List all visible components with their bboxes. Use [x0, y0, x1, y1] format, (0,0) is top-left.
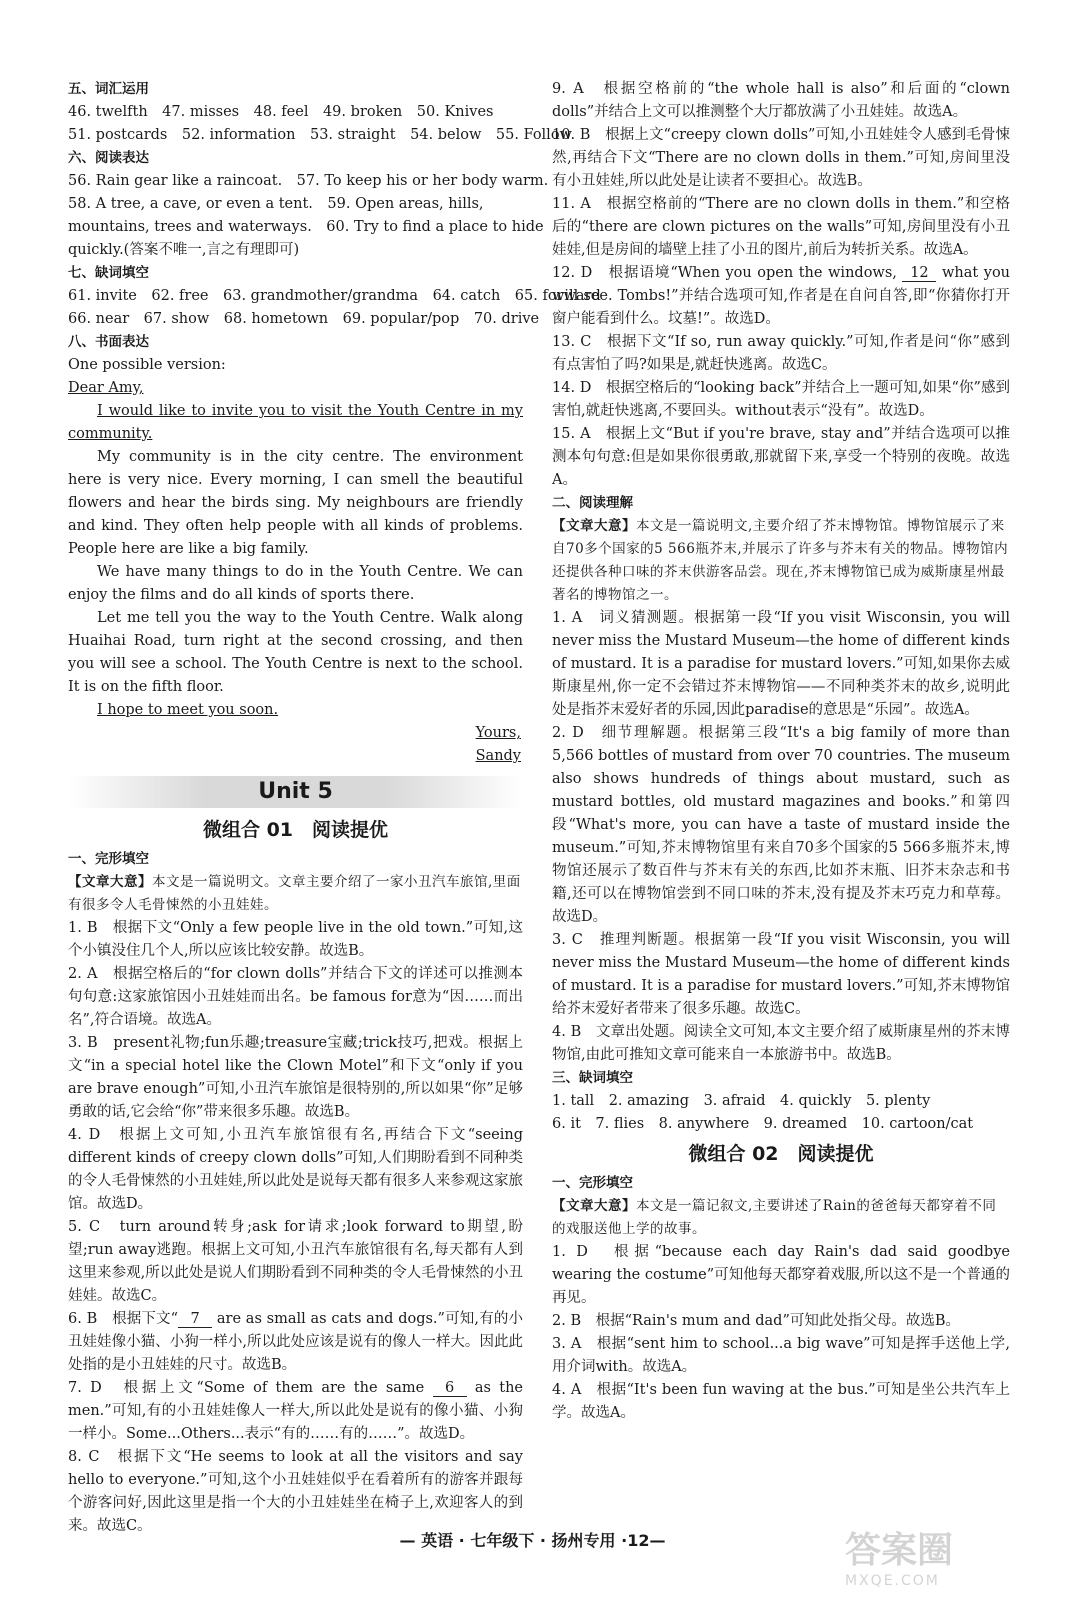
answer-item: 10. B 根据上文“creepy clown dolls”可知,小丑娃娃令人感到毛骨悚然,再结合下文“There are no clown dolls in them.”可知,房间里没有小丑娃娃,所以此处是让读者不要担心。故选B。: [552, 127, 1010, 189]
item-text: 6. B 根据下文“: [68, 1311, 179, 1327]
letter-paragraph: We have many things to do in the Youth Centre. We can enjoy the films and do all kinds of sports there.: [68, 564, 523, 603]
unit-title: Unit 5: [68, 776, 523, 808]
answer-item: 1. B 根据下文“Only a few people live in the old town.”可知,这个小镇没住几个人,所以应该比较安静。故选B。: [68, 920, 523, 959]
version-label: One possible version:: [68, 357, 226, 373]
answer-item: 14. D 根据空格后的“looking back”并结合上一题可知,如果“你”感到害怕,就赶快逃离,不要回头。without表示“没有”。故选D。: [552, 380, 1010, 419]
article-gist: [552, 1195, 1010, 1241]
answer-item: 13. C 根据下文“If so, run away quickly.”可知,作者是问“你”感到有点害怕了吗?如果是,就赶快逃离。故选C。: [552, 334, 1010, 373]
answer-item: 15. A 根据上文“But if you're brave, stay and”并结合选项可以推测本句句意:但是如果你很勇敢,那就留下来,享受一个特别的夜晚。故选A。: [552, 426, 1010, 488]
answer-item: [552, 262, 1010, 331]
section-heading: 一、完形填空: [68, 851, 149, 867]
answer-item: 3. B present礼物;fun乐趣;treasure宝藏;trick技巧,把戏。根据上文“in a special hotel like the Clown Motel”和下文“only if you are brave enough”可知,小丑汽车旅馆是很特别的,所以如果“你”足够勇敢的话,它会给“你”带来很多乐趣。故选B。: [68, 1035, 523, 1120]
answer-item: 3. A 根据“sent him to school...a big wave”可知是挥手送他上学,用介词with。故选A。: [552, 1336, 1010, 1375]
answer-item: 8. C 根据下文“He seems to look at all the visitors and say hello to everyone.”可知,这个小丑娃娃似乎在看着所有的游客并跟每个游客问好,因此这里是指一个大的小丑娃娃坐在椅子上,欢迎客人的到来。故选C。: [68, 1449, 523, 1534]
gist-label: 【文章大意】: [552, 518, 636, 534]
answer-line: 51. postcards 52. information 53. straight 54. below 55. Follow: [68, 127, 572, 143]
answer-item: 2. B 根据“Rain's mum and dad”可知此处指父母。故选B。: [552, 1313, 961, 1329]
answer-item: 4. B 文章出处题。阅读全文可知,本文主要介绍了威斯康星州的芥末博物馆,由此可推知文章可能来自一本旅游书中。故选B。: [552, 1024, 1010, 1063]
gist-text: 本文是一篇说明文。文章主要介绍了一家小丑汽车旅馆,里面有很多令人毛骨悚然的小丑娃娃。: [68, 874, 521, 913]
letter-paragraph: My community is in the city centre. The environment here is very nice. Every morning, I can smell the beautiful flowers and hear the birds sing. My neighbours are friendly and kind. They often help people with all kinds of problems. People here are like a big family.: [68, 449, 523, 557]
answer-line: 6. it 7. flies 8. anywhere 9. dreamed 10. cartoon/cat: [552, 1116, 974, 1132]
answer-line: 46. twelfth 47. misses 48. feel 49. broken 50. Knives: [68, 104, 494, 120]
letter-paragraph: I would like to invite you to visit the Youth Centre in my community.: [68, 403, 523, 442]
answer-item: 4. D 根据上文可知,小丑汽车旅馆很有名,再结合下文“seeing different kinds of creepy clown dolls”可知,人们期盼看到不同种类的令人毛骨悚然的小丑娃娃,所以此处是说每天都有很多人来参观这家旅馆。故选D。: [68, 1127, 523, 1212]
answer-item: 5. C turn around转身;ask for请求;look forward to期望,盼望;run away逃跑。根据上文可知,小丑汽车旅馆很有名,每天都有人到这里来参观,所以此处是说人们期盼看到不同种类的令人毛骨悚然的小丑娃娃。故选C。: [68, 1219, 523, 1304]
answer-item: 3. C 推理判断题。根据第一段“If you visit Wisconsin, you will never miss the Mustard Museum—the home of different kinds of mustard. It is a paradise for mustard lovers.”可知,芥末博物馆给芥末爱好者带来了很多乐趣。故选C。: [552, 932, 1010, 1017]
answer-line: 58. A tree, a cave, or even a tent. 59. Open areas, hills,: [68, 196, 484, 212]
right-column: [552, 78, 1010, 1425]
answer-line: 61. invite 62. free 63. grandmother/grandma 64. catch 65. forward: [68, 288, 601, 304]
watermark-title: 答案圈: [845, 1530, 954, 1571]
letter-salutation: Dear Amy,: [68, 380, 144, 396]
combo-title: 微组合 01 阅读提优: [202, 819, 389, 841]
answer-item: 9. A 根据空格前的“the whole hall is also”和后面的“clown dolls”并结合上文可以推测整个大厅都放满了小丑娃娃。故选A。: [552, 81, 1010, 120]
answer-item: [68, 1308, 523, 1377]
blank-number: 6: [433, 1380, 467, 1397]
page-footer: — 英语 · 七年级下 · 扬州专用 ·12—: [399, 1531, 666, 1550]
item-text: are as small as cats and dogs.”可知,有的小丑娃娃像小猫、小狗一样小,所以此处应该是说有的像人一样大。因此此处指的是小丑娃娃的尺寸。故选B。: [68, 1311, 523, 1373]
answer-line: 1. tall 2. amazing 3. afraid 4. quickly 5. plenty: [552, 1093, 931, 1109]
blank-number: 7: [178, 1311, 212, 1328]
answer-item: 2. A 根据空格后的“for clown dolls”并结合下文的详述可以推测本句句意:这家旅馆因小丑娃娃而出名。be famous for意为“因……而出名”,符合语境。故选A。: [68, 966, 523, 1028]
answer-item: 11. A 根据空格前的“There are no clown dolls in them.”和空格后的“there are clown pictures on the walls”可知,房间里没有小丑娃娃,但是房间的墙壁上挂了小丑的图片,前后为转折关系。故选A。: [552, 196, 1010, 258]
section-heading: 三、缺词填空: [552, 1070, 633, 1086]
gist-text: 本文是一篇说明文,主要介绍了芥末博物馆。博物馆展示了来自70多个国家的5 566瓶芥末,并展示了许多与芥末有关的物品。博物馆内还提供各种口味的芥末供游客品尝。现在,芥末博物馆已成为威斯康星州最著名的博物馆之一。: [552, 518, 1009, 603]
watermark-url: MXQE.COM: [845, 1573, 940, 1589]
answer-item: 1. D 根据“because each day Rain's dad said goodbye wearing the costume”可知他每天都穿着戏服,所以这不是一个普通的再见。: [552, 1244, 1010, 1306]
article-gist: [552, 515, 1010, 607]
answer-item: [68, 1377, 523, 1446]
letter-paragraph: I hope to meet you soon.: [97, 702, 279, 718]
answer-item: 1. A 词义猜测题。根据第一段“If you visit Wisconsin, you will never miss the Mustard Museum—the home of different kinds of mustard. It is a paradise for mustard lovers.”可知,如果你去威斯康星州,你一定不会错过芥末博物馆——不同种类芥末的故乡,说明此处是指芥末爱好者的乐园,因此paradise的意思是“乐园”。故选A。: [552, 610, 1010, 718]
answer-line: 66. near 67. show 68. hometown 69. popular/pop 70. drive: [68, 311, 540, 327]
combo-title: 微组合 02 阅读提优: [688, 1143, 874, 1165]
gist-label: 【文章大意】: [552, 1198, 636, 1214]
item-text: 7. D 根据上文“Some of them are the same: [68, 1380, 433, 1396]
section-heading: 一、完形填空: [552, 1175, 633, 1191]
section-heading: 七、缺词填空: [68, 265, 149, 281]
gist-text: 本文是一篇记叙文,主要讲述了Rain的爸爸每天都穿着不同的戏服送他上学的故事。: [552, 1198, 997, 1237]
item-text: 12. D 根据语境“When you open the windows,: [552, 265, 903, 281]
section-heading: 八、书面表达: [68, 334, 149, 350]
letter-paragraph: Let me tell you the way to the Youth Centre. Walk along Huaihai Road, turn right at the second crossing, and then you will see a school. The Youth Centre is next to the school. It is on the fifth floor.: [68, 610, 523, 695]
section-heading: 五、词汇运用: [68, 81, 149, 97]
answer-line: quickly.(答案不唯一,言之有理即可): [68, 242, 300, 258]
answer-line: 56. Rain gear like a raincoat. 57. To keep his or her body warm.: [68, 173, 549, 189]
gist-label: 【文章大意】: [68, 874, 152, 890]
answer-item: 4. A 根据“It's been fun waving at the bus.”可知是坐公共汽车上学。故选A。: [552, 1382, 1010, 1421]
section-heading: 六、阅读表达: [68, 150, 149, 166]
article-gist: [68, 871, 523, 917]
answer-item: 2. D 细节理解题。根据第三段“It's a big family of more than 5,566 bottles of mustard from over 70 countries. The museum also shows hundreds of things about mustard, such as mustard bottles, old mustard magazines and books.”和第四段“What's more, you can have a taste of mustard inside the museum.”可知,芥末博物馆里有来自70多个国家的5 566多瓶芥末,博物馆还展示了数百件与芥末有关的东西,比如芥末瓶、旧芥末杂志和书籍,还可以在博物馆尝到不同口味的芥末,没有提及芥末巧克力和草莓。故选D。: [552, 725, 1010, 925]
letter-signature: Sandy: [475, 748, 521, 764]
watermark-logo: [845, 1522, 1035, 1592]
item-text: as the men.”可知,有的小丑娃娃像人一样大,所以此处是说有的像小猫、小狗一样小。Some...Others...表示“有的……有的……”。故选D。: [68, 1380, 523, 1442]
letter-closing: Yours,: [475, 725, 521, 741]
answer-line: mountains, trees and waterways. 60. Try to find a place to hide: [68, 219, 544, 235]
item-text: what you will see. Tombs!”并结合选项可知,作者是在自问自答,即“你猜你打开窗户能看到什么。坟墓!”。故选D。: [552, 265, 1011, 327]
section-heading: 二、阅读理解: [552, 495, 633, 511]
blank-number: 12: [902, 265, 936, 282]
